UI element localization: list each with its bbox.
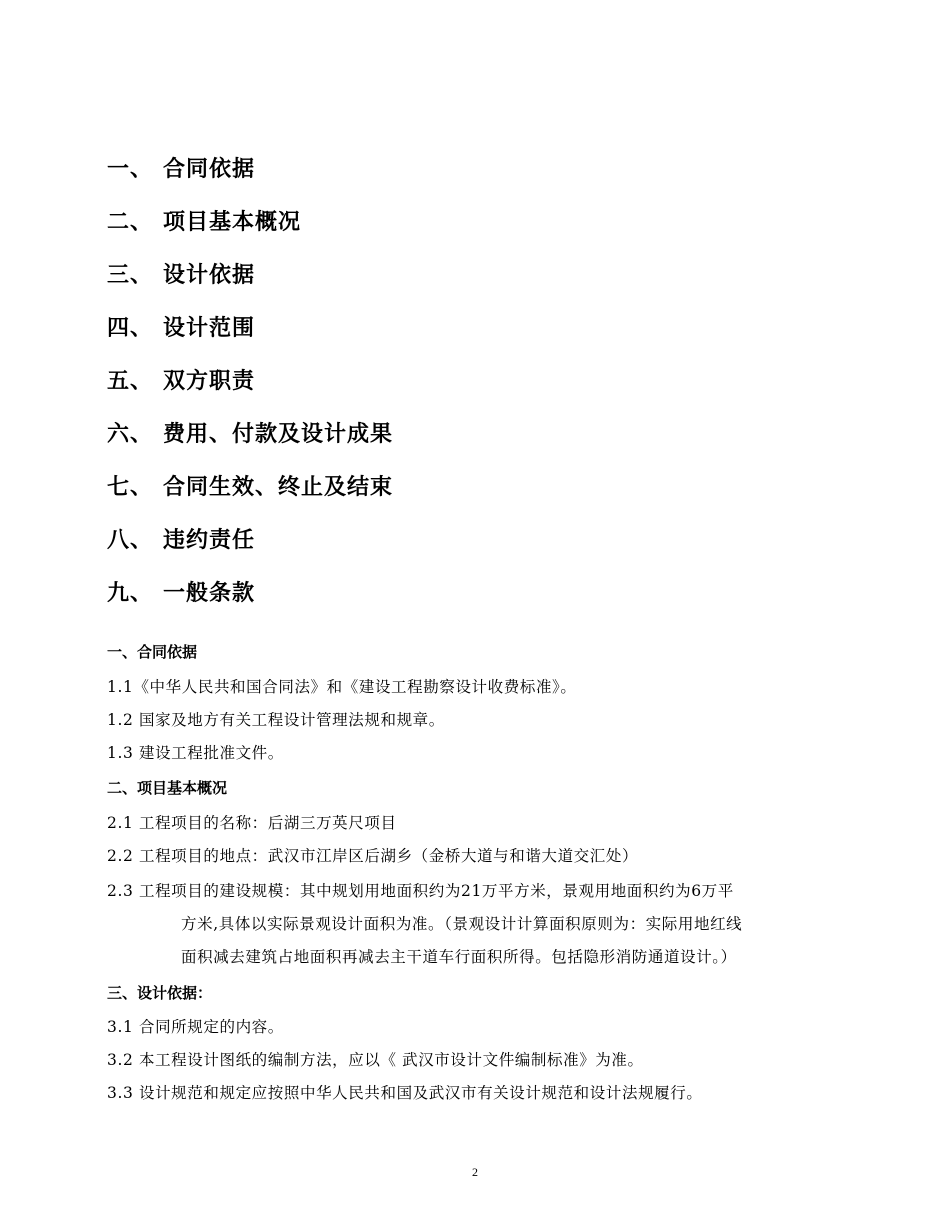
toc-item-title: 设计范围 [163,316,256,341]
clause: 2.3 工程项目的建设规模：其中规划用地面积约为21万平方米，景观用地面积约为6万平 [107,882,734,900]
toc-item [107,258,255,289]
clause: 3.2 本工程设计图纸的编制方法，应以《 武汉市设计文件编制标准》为准。 [107,1051,644,1069]
toc-item-title: 一般条款 [163,581,256,606]
section-heading: 一、合同依据 [107,643,198,661]
toc-item-title: 项目基本概况 [163,210,302,235]
clause: 2.1 工程项目的名称：后湖三万英尺项目 [107,814,397,832]
clause: 1.3 建设工程批准文件。 [107,744,284,762]
section-heading: 二、项目基本概况 [107,779,228,797]
clause: 3.1 合同所规定的内容。 [107,1018,284,1036]
toc-item [107,311,255,342]
toc-item-number: 五、 [107,369,154,394]
clause-continuation: 面积减去建筑占地面积再减去主干道车行面积所得。包括隐形消防通道设计。） [181,948,737,966]
section-heading: 三、设计依据： [107,984,213,1002]
toc-item-title: 双方职责 [163,369,256,394]
toc-item [107,152,255,183]
toc-item [107,364,255,395]
clause-continuation: 方米,具体以实际景观设计面积为准。（景观设计计算面积原则为：实际用地红线 [181,915,743,933]
page-number: 2 [472,1165,478,1179]
toc-item-number: 三、 [107,263,154,288]
toc-item-number: 七、 [107,475,154,500]
toc-item-number: 四、 [107,316,154,341]
toc-item-title: 设计依据 [163,263,256,288]
toc-item-number: 九、 [107,581,154,606]
toc-item-title: 违约责任 [163,528,256,553]
clause: 1.1《中华人民共和国合同法》和《建设工程勘察设计收费标准》。 [107,678,577,696]
clause: 1.2 国家及地方有关工程设计管理法规和规章。 [107,711,445,729]
clause: 3.3 设计规范和规定应按照中华人民共和国及武汉市有关设计规范和设计法规履行。 [107,1084,703,1102]
toc-item [107,523,255,554]
toc-item-title: 合同生效、终止及结束 [163,475,394,500]
toc-item-title: 合同依据 [163,157,256,182]
toc-item-number: 八、 [107,528,154,553]
toc-item [107,205,301,236]
toc-item [107,417,393,448]
toc-item-number: 一、 [107,157,154,182]
toc-item-number: 二、 [107,210,154,235]
toc-item-number: 六、 [107,422,154,447]
toc-item [107,470,393,501]
clause: 2.2 工程项目的地点：武汉市江岸区后湖乡（金桥大道与和谐大道交汇处） [107,847,639,865]
toc-item-title: 费用、付款及设计成果 [163,422,394,447]
toc-item [107,576,255,607]
